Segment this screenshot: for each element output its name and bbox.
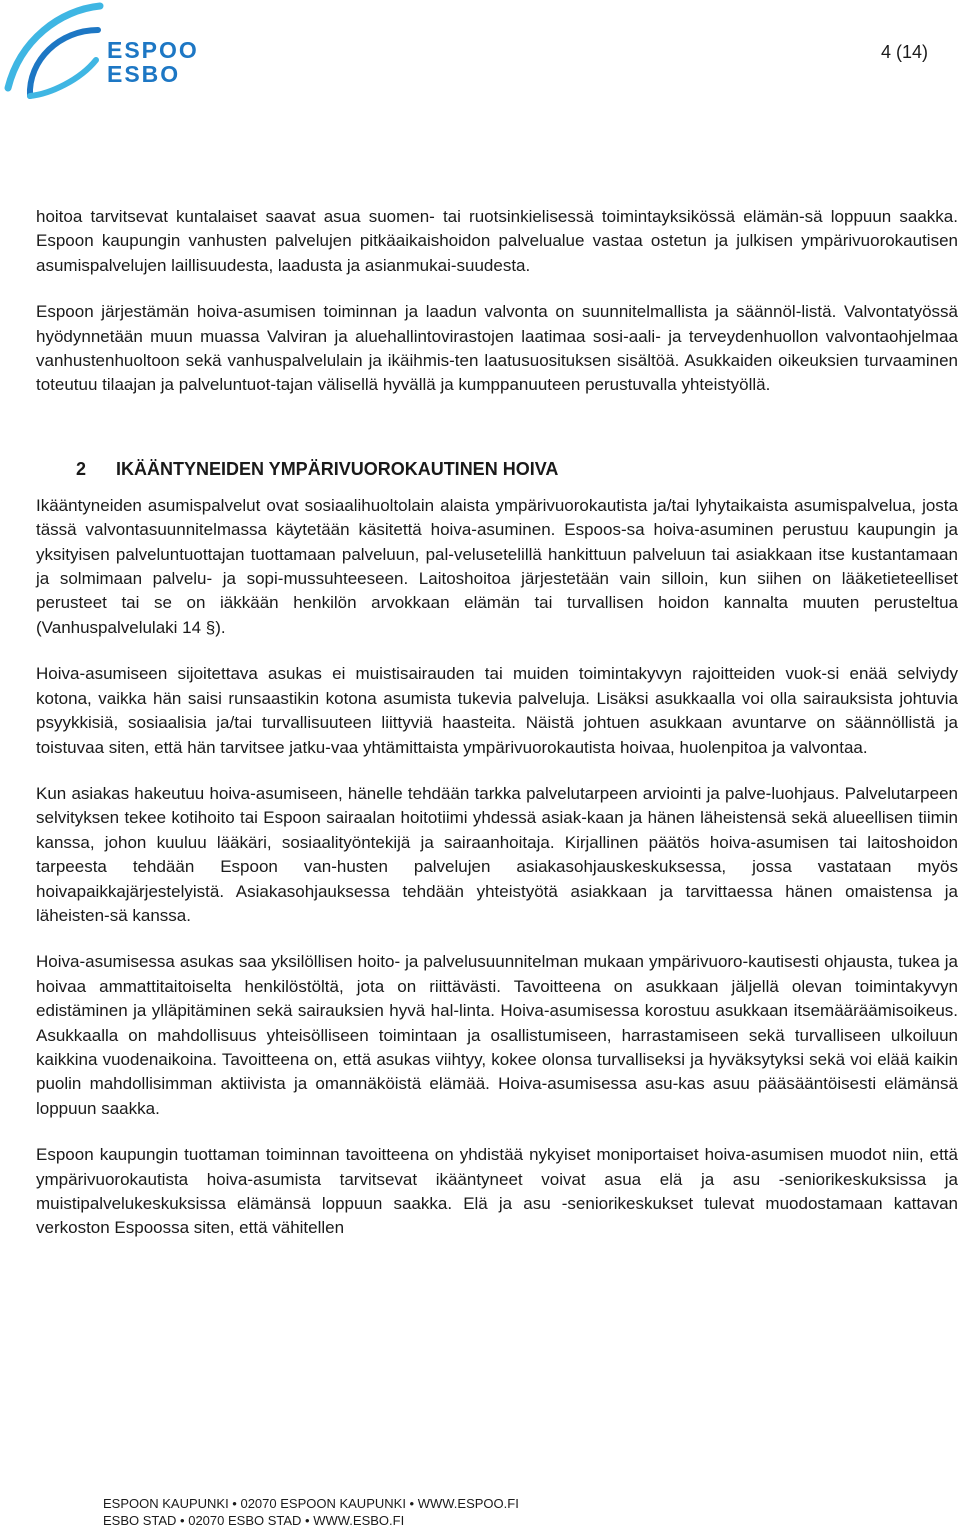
document-body (36, 205, 958, 1241)
page-footer (103, 1495, 519, 1529)
logo-line-espoo: ESPOO (107, 37, 199, 63)
footer-line-finnish: ESPOON KAUPUNKI • 02070 ESPOON KAUPUNKI • WWW.ESPOO.FI (103, 1496, 519, 1511)
section-heading (36, 458, 958, 480)
paragraph-2: Espoon järjestämän hoiva-asumisen toiminnan ja laadun valvonta on suunnitelmallista ja säännöl-listä. Valvontatyössä hyödynnetään muun muassa Valviran ja aluehallintovirastojen laatimaa sosi-aali- ja terveydenhuollon valvontaohjelmaa vanhustenhuoltoon sekä vanhuspalvelulain ja ikäihmis-ten laatusuosituksen sisältöä. Asukkaiden oikeuksien turvaaminen toteutuu tilaajan ja palveluntuot-tajan välisellä hyvällä ja kumppanuuteen perustuvalla yhteistyöllä. (36, 302, 958, 395)
paragraph-1: hoitoa tarvitsevat kuntalaiset saavat asua suomen- tai ruotsinkielisessä toimintayksikössä elämän-sä loppuun saakka. Espoon kaupungin vanhusten palvelujen pitkäaikaishoidon palvelualue vastaa ostetun ja julkisen ympärivuorokautisen asumispalvelujen laillisuudesta, laadusta ja asianmukai-suudesta. (36, 207, 958, 275)
paragraph-5: Kun asiakas hakeutuu hoiva-asumiseen, hänelle tehdään tarkka palvelutarpeen arviointi ja palve-luohjaus. Palvelutarpeen selvityksen tekee kotihoito tai Espoon sairaalan hoitotiimi yhdessä asiak-kaan ja hänen läheistensä sekä alueellisen tiimin kanssa, johon kuuluu lääkäri, sosiaalityöntekijä ja sairaanhoitaja. Kirjallinen päätös hoiva-asumisen tai laitoshoidon tarpeesta tehdään Espoon van-husten palvelujen asiakasohjauskeskuksessa, jossa vastataan myös hoivapaikkajärjestelyistä. Asiakasohjauksessa tehdään yhteistyötä asiakkaan ja tarvittaessa hänen omaistensa ja läheisten-sä kanssa. (36, 783, 958, 925)
espoo-logo (0, 0, 200, 100)
paragraph-4: Hoiva-asumiseen sijoitettava asukas ei muistisairauden tai muiden toimintakyvyn rajoitteiden vuok-si enää selviydy kotona, vaikka hän saisi runsaastikin kotona asumista tukevia palveluja. Lisäksi asukkaalla voi olla sairauksista johtuvia psyykkisiä, sosiaalisia ja/tai turvallisuuteen liittyviä haasteita. Näistä johtuen asukkaan avuntarve on säännöllistä ja toistuvaa siten, että hän tarvitsee jatku-vaa yhtämittaista ympärivuorokautista hoivaa, huolenpitoa ja valvontaa. (36, 664, 958, 757)
section-title: IKÄÄNTYNEIDEN YMPÄRIVUOROKAUTINEN HOIVA (116, 458, 559, 479)
logo-line-esbo: ESBO (107, 61, 181, 87)
page-number: 4 (14) (880, 42, 928, 62)
footer-line-swedish: ESBO STAD • 02070 ESBO STAD • WWW.ESBO.FI (103, 1513, 405, 1528)
paragraph-7: Espoon kaupungin tuottaman toiminnan tavoitteena on yhdistää nykyiset moniportaiset hoiva-asumisen muodot niin, että ympärivuorokautista hoiva-asumista tarvitsevat ikääntyneet voivat asua elä ja asu -seniorikeskuksissa ja muistipalvelukeskuksissa elämänsä loppuun saakka. Elä ja asu -seniorikeskukset tulevat muodostamaan kattavan verkoston Espoossa siten, että vähitellen (36, 1145, 958, 1238)
paragraph-6: Hoiva-asumisessa asukas saa yksilöllisen hoito- ja palvelusuunnitelman mukaan ympärivuoro-kautisesti ohjausta, tukea ja hoivaa ammattitaitoiselta henkilöstöltä, jota on riittävästi. Tavoitteena on asukkaan jäljellä olevan toimintakyvyn edistäminen ja ylläpitäminen sekä sairauksien hyvä hal-linta. Hoiva-asumisessa korostuu asukkaan itsemääräämisoikeus. Asukkaalla on mahdollisuus yhteisölliseen toimintaan ja osallistumiseen, harrastamiseen sekä turvalliseen ulkoiluun kaikkina vuodenaikoina. Tavoitteena on, että asukas viihtyy, kokee olonsa turvalliseksi ja hyväksytyksi sekä voi elää kaikin puolin mahdollisimman aktiivista ja omannäköistä elämää. Hoiva-asumisessa asu-kas asuu pääsääntöisesti elämänsä loppuun saakka. (36, 952, 958, 1118)
logo-text (107, 38, 199, 86)
section-number: 2 (76, 458, 87, 479)
paragraph-3: Ikääntyneiden asumispalvelut ovat sosiaalihuoltolain alaista ympärivuorokautista ja/tai lyhytaikaista asumispalvelua, josta tässä valvontasuunnitelmassa käytetään käsitettä hoiva-asuminen. Espoos-sa hoiva-asuminen perustuu kaupungin ja yksityisen palveluntuottajan tuottamaan palveluun, pal-velusetelillä hankittuun palveluun tai asiakkaan itse kustantamaan ja solmimaan palvelu- ja sopi-mussuhteeseen. Laitoshoitoa järjestetään vain silloin, kun siihen on lääketieteelliset perusteet tai se on iäkkään henkilön arvokkaan elämän tai turvallisen hoidon kannalta muuten perusteltua (Vanhuspalvelulaki 14 §). (36, 495, 958, 637)
